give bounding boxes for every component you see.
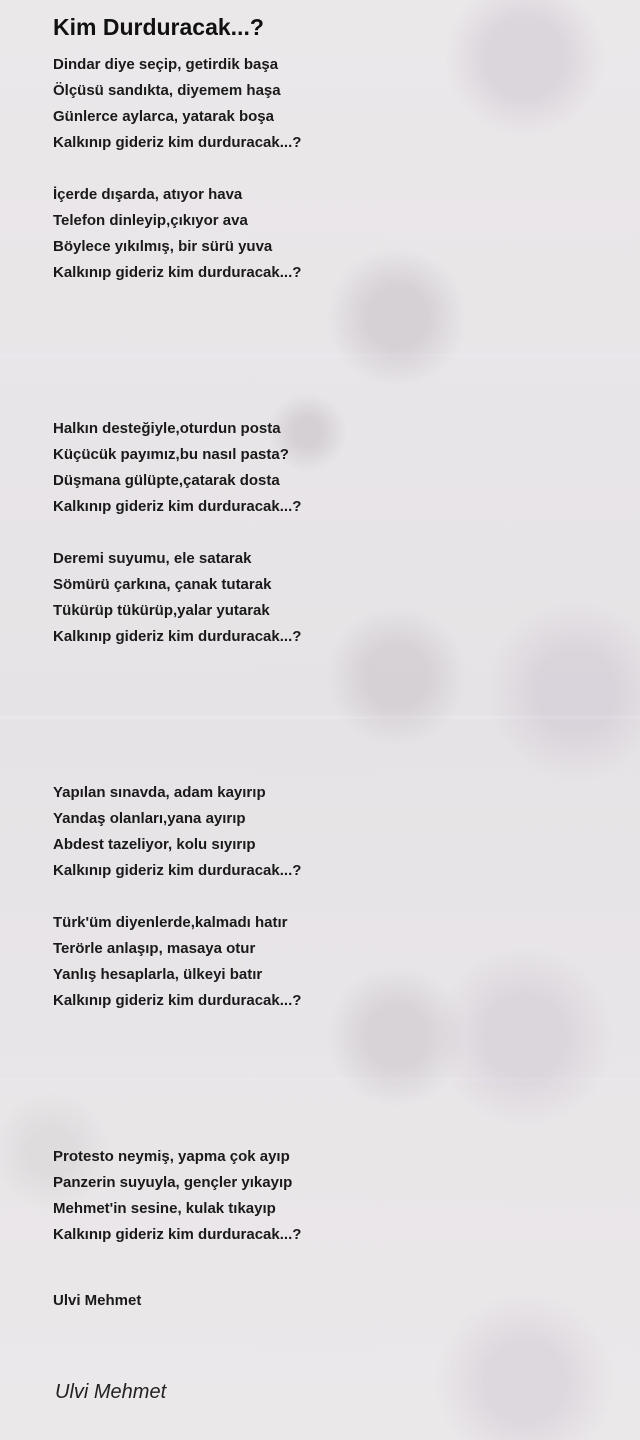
poem-line: Yapılan sınavda, adam kayırıp — [53, 784, 266, 801]
poem-line: Yandaş olanları,yana ayırıp — [53, 810, 246, 827]
stanza — [53, 910, 613, 1014]
poem-line: Küçücük payımız,bu nasıl pasta? — [53, 446, 289, 463]
poem-line: Ölçüsü sandıkta, diyemem haşa — [53, 82, 281, 99]
stanza — [53, 780, 613, 884]
poem-line: Kalkınıp gideriz kim durduracak...? — [53, 264, 302, 281]
poem-line: Halkın desteğiyle,oturdun posta — [53, 420, 281, 437]
stanza — [53, 416, 613, 520]
stanza — [53, 52, 613, 156]
poem-body — [53, 52, 613, 1248]
poem-line: İçerde dışarda, atıyor hava — [53, 186, 243, 203]
poem-line: Protesto neymiş, yapma çok ayıp — [53, 1148, 290, 1165]
poem-line: Kalkınıp gideriz kim durduracak...? — [53, 628, 302, 645]
author-signature: Ulvi Mehmet — [55, 1381, 167, 1403]
poem-line: Yanlış hesaplarla, ülkeyi batır — [53, 966, 263, 983]
poem-line: Panzerin suyuyla, gençler yıkayıp — [53, 1174, 293, 1191]
poem-line: Günlerce aylarca, yatarak boşa — [53, 108, 274, 125]
stanza — [53, 1144, 613, 1248]
poem-line: Kalkınıp gideriz kim durduracak...? — [53, 1226, 302, 1243]
poem-line: Türk'üm diyenlerde,kalmadı hatır — [53, 914, 288, 931]
poem-title: Kim Durduracak...? — [53, 14, 264, 40]
stanza — [53, 546, 613, 650]
poem-line: Deremi suyumu, ele satarak — [53, 550, 252, 567]
poem-line: Kalkınıp gideriz kim durduracak...? — [53, 862, 302, 879]
poem-line: Kalkınıp gideriz kim durduracak...? — [53, 498, 302, 515]
poem-line: Böylece yıkılmış, bir sürü yuva — [53, 238, 273, 255]
poem-line: Telefon dinleyip,çıkıyor ava — [53, 212, 248, 229]
poem-line: Tükürüp tükürüp,yalar yutarak — [53, 602, 270, 619]
poem-line: Sömürü çarkına, çanak tutarak — [53, 576, 272, 593]
poem-line: Kalkınıp gideriz kim durduracak...? — [53, 134, 302, 151]
poem-line: Abdest tazeliyor, kolu sıyırıp — [53, 836, 256, 853]
poem-author: Ulvi Mehmet — [53, 1292, 142, 1309]
poem-line: Kalkınıp gideriz kim durduracak...? — [53, 992, 302, 1009]
poem-line: Mehmet'in sesine, kulak tıkayıp — [53, 1200, 276, 1217]
poem-line: Dindar diye seçip, getirdik başa — [53, 56, 279, 73]
poem-line: Terörle anlaşıp, masaya otur — [53, 940, 256, 957]
poem-line: Düşmana gülüpte,çatarak dosta — [53, 472, 280, 489]
stanza — [53, 182, 613, 286]
